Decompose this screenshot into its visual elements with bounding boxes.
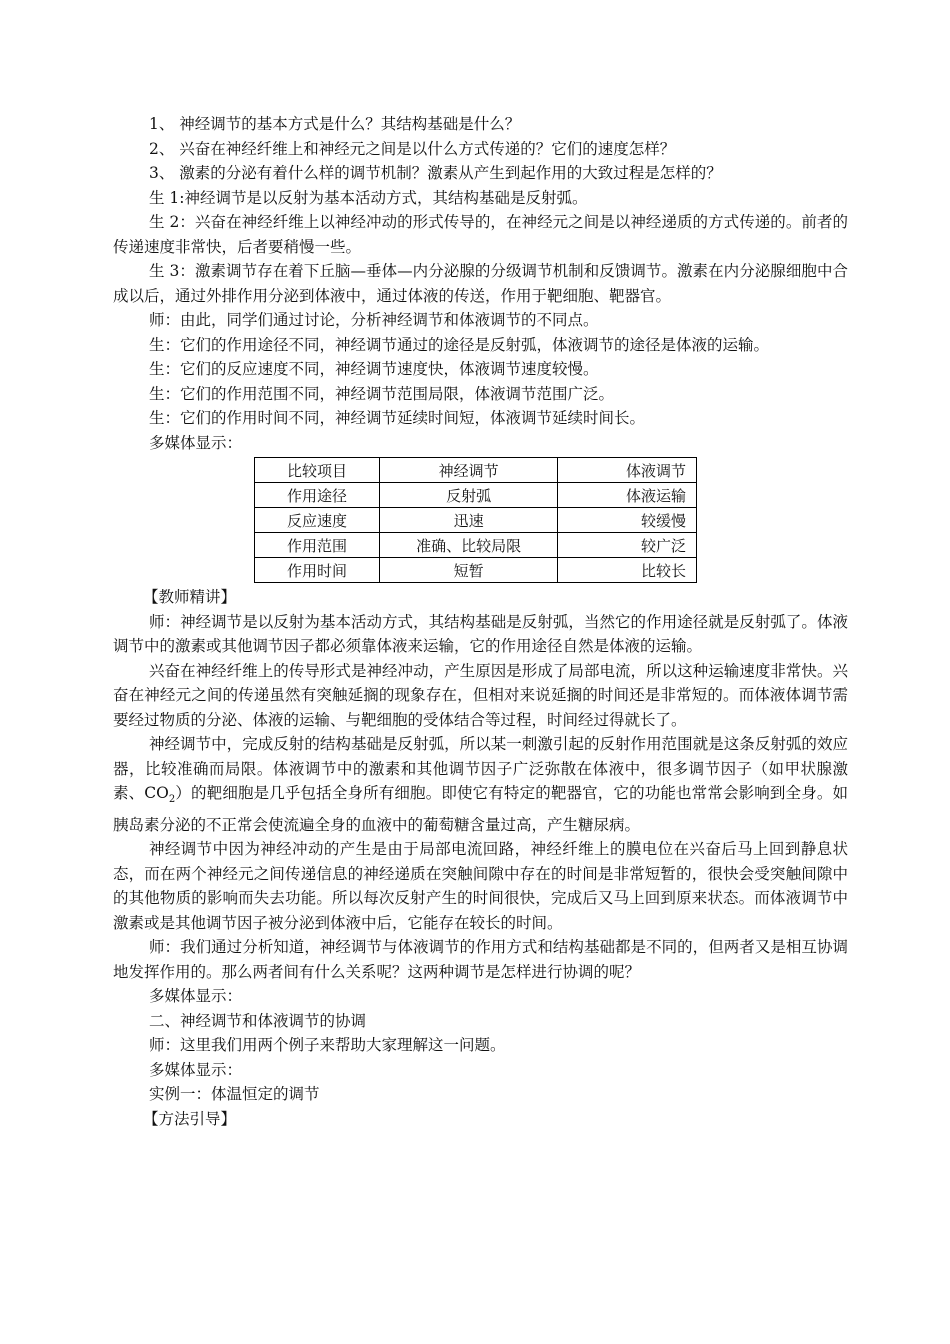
table-cell: 反应速度 [255,508,380,533]
student-point-1: 生：它们的作用途径不同，神经调节通过的途径是反射弧，体液调节的途径是体液的运输。 [149,335,770,354]
student-point-3: 生：它们的作用范围不同，神经调节范围局限，体液调节范围广泛。 [149,384,615,403]
table-cell: 反射弧 [379,483,557,508]
table-cell: 体液调节 [558,458,697,483]
table-cell: 较缓慢 [558,508,697,533]
table-cell: 比较项目 [255,458,380,483]
table-row [255,533,697,558]
question-2: 2、 兴奋在神经纤维上和神经元之间是以什么方式传递的？它们的速度怎样？ [149,139,676,158]
table-cell: 准确、比较局限 [379,533,557,558]
table-cell: 迅速 [379,508,557,533]
teacher-prompt: 师：由此，同学们通过讨论，分析神经调节和体液调节的不同点。 [149,311,599,329]
table-cell: 神经调节 [379,458,557,483]
lecture-paragraph-1: 师：神经调节是以反射为基本活动方式，其结构基础是反射弧，当然它的作用途径就是反射弧了。体液调节中的激素或其他调节因子都必须靠体液来运输，它的作用途径自然是体液的运输。 [113,612,848,655]
answer-student-1: 生 1:神经调节是以反射为基本活动方式，其结构基础是反射弧。 [149,188,588,207]
lecture-paragraph-3 [113,732,848,837]
multimedia-label: 多媒体显示： [149,987,243,1006]
lecture-paragraph-6: 师：这里我们用两个例子来帮助大家理解这一问题。 [149,1036,506,1055]
comparison-table [254,457,697,583]
section-heading-coordination: 二、神经调节和体液调节的协调 [149,1011,367,1030]
document-page [113,112,848,1131]
lecture-paragraph-4: 神经调节中因为神经冲动的产生是由于局部电流回路，神经纤维上的膜电位在兴奋后马上回到静息状态，而在两个神经元之间传递信息的神经递质在突触间隙中存在的时间是非常短暂的，很快会受突触间隙中的其他物质的影响而失去功能。所以每次反射产生的时间很快，完成后又马上回到原来状态。而体液调节中激素或是其他调节因子被分泌到体液中后，它能存在较长的时间。 [113,840,848,932]
question-1: 1、 神经调节的基本方式是什么？其结构基础是什么？ [149,115,521,133]
lecture-paragraph-2: 兴奋在神经纤维上的传导形式是神经冲动，产生原因是形成了局部电流，所以这种运输速度非常快。兴奋在神经元之间的传递虽然有突触延搁的现象存在，但相对来说延搁的时间还是非常短的。而体液体调节需要经过物质的分泌、体液的运输、与靶细胞的受体结合等过程，时间经过得就长了。 [113,661,848,729]
table-row [255,483,697,508]
multimedia-label: 多媒体显示： [149,1060,243,1079]
table-cell: 短暂 [379,558,557,583]
section-method-heading: 【方法引导】 [143,1109,237,1128]
lecture-paragraph-5: 师：我们通过分析知道，神经调节与体液调节的作用方式和结构基础都是不同的，但两者又是相互协调地发挥作用的。那么两者间有什么关系呢？这两种调节是怎样进行协调的呢？ [113,938,848,981]
table-row [255,458,697,483]
subscript: 2 [168,794,176,806]
lecture-text: ）的靶细胞是几乎包括全身所有细胞。即使它有特定的靶器官，它的功能也常常会影响到全身。如胰岛素分泌的不正常会使流遍全身的血液中的葡萄糖含量过高，产生糖尿病。 [113,784,848,834]
student-point-4: 生：它们的作用时间不同，神经调节延续时间短，体液调节延续时间长。 [149,409,646,427]
table-row [255,558,697,583]
table-cell: 作用范围 [255,533,380,558]
answer-student-3: 生 3：激素调节存在着下丘脑—垂体—内分泌腺的分级调节机制和反馈调节。激素在内分泌腺细胞中合成以后，通过外排作用分泌到体液中，通过体液的传送，作用于靶细胞、靶器官。 [113,262,848,305]
question-3: 3、 激素的分泌有着什么样的调节机制？激素从产生到起作用的大致过程是怎样的？ [149,164,722,182]
table-cell: 作用途径 [255,483,380,508]
answer-student-2: 生 2：兴奋在神经纤维上以神经冲动的形式传导的，在神经元之间是以神经递质的方式传递的。前者的传递速度非常快，后者要稍慢一些。 [113,213,848,256]
multimedia-label: 多媒体显示： [149,433,243,452]
table-cell: 体液运输 [558,483,697,508]
section-teacher-heading: 【教师精讲】 [143,588,237,606]
table-cell: 作用时间 [255,558,380,583]
lecture-text: 神经调节中，完成反射的结构基础是反射弧，所以某一刺激引起的反射作用范围就是这条反射弧的效应器，比较准确而局限。体液调节中的激素和其他调节因子广泛弥散在体液中，很多调节因子（如甲状腺激素、CO [113,735,848,802]
table-cell: 较广泛 [558,533,697,558]
table-row [255,508,697,533]
student-point-2: 生：它们的反应速度不同，神经调节速度快，体液调节速度较慢。 [149,360,599,378]
table-cell: 比较长 [558,558,697,583]
example-heading-1: 实例一：体温恒定的调节 [149,1085,320,1104]
